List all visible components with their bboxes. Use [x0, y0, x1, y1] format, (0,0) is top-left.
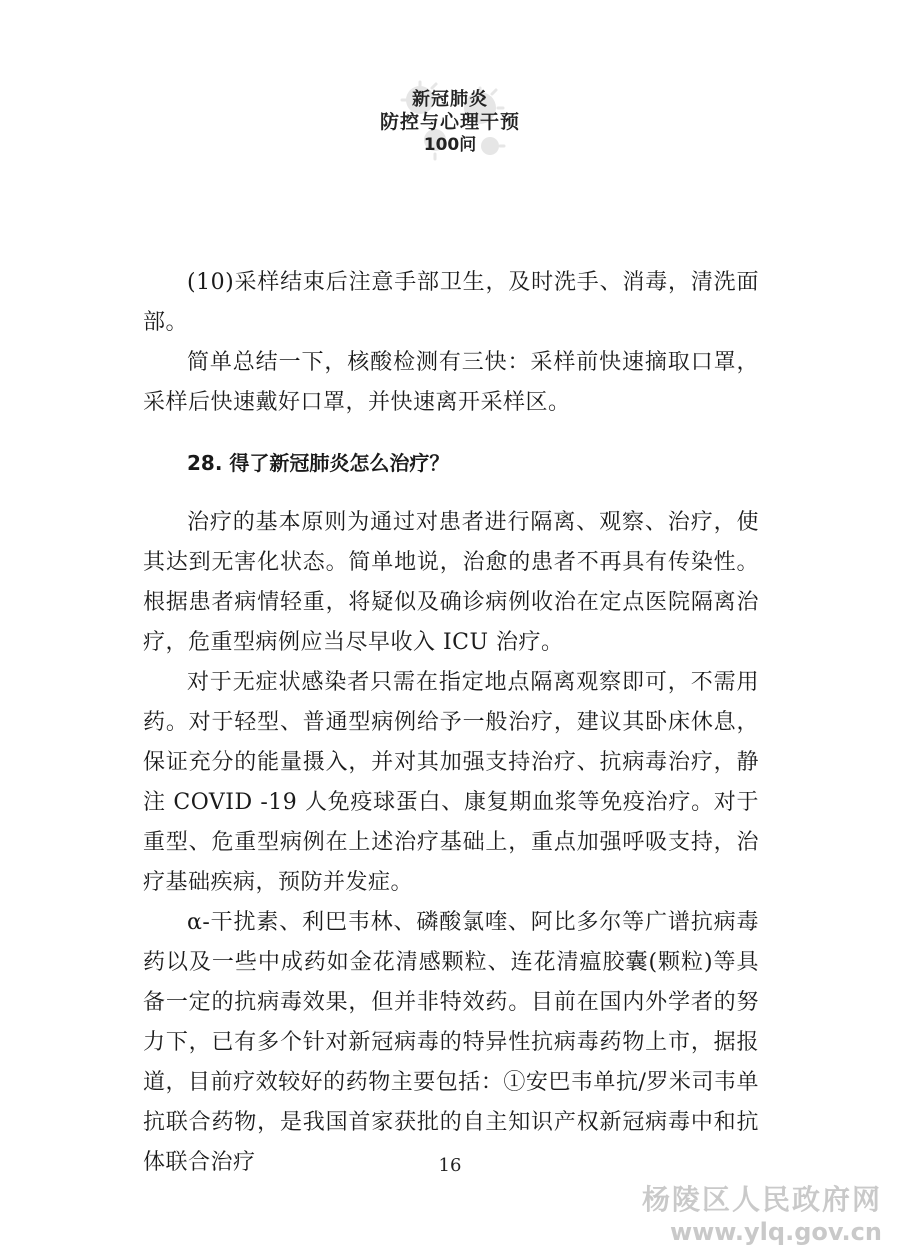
watermark-url: www.ylq.gov.cn	[669, 1218, 882, 1246]
paragraph-sampling-hygiene: (10)采样结束后注意手部卫生，及时洗手、消毒，清洗面部。	[143, 270, 759, 335]
paragraph-treatment-by-severity: 对于无症状感染者只需在指定地点隔离观察即可，不需用药。对于轻型、普通型病例给予一般治疗，建议其卧床休息，保证充分的能量摄入，并对其加强支持治疗、抗病毒治疗，静注 COVID -19 人免疫球蛋白、康复期血浆等免疫治疗。对于重型、危重型病例在上述治疗基础上，重点加强呼吸支持，治疗基础疾病，预防并发症。	[143, 670, 759, 895]
page-body	[143, 263, 759, 1183]
header-line-1: 新冠肺炎	[412, 89, 488, 110]
watermark-name: 杨陵区人民政府网	[641, 1183, 882, 1216]
page-number: 16	[438, 1155, 462, 1176]
paragraph-treatment-principle: 治疗的基本原则为通过对患者进行隔离、观察、治疗，使其达到无害化状态。简单地说，治愈的患者不再具有传染性。根据患者病情轻重，将疑似及确诊病例收治在定点医院隔离治疗，危重型病例应当尽早收入 ICU 治疗。	[143, 510, 759, 655]
section-heading: 28. 得了新冠肺炎怎么治疗？	[187, 451, 450, 475]
header-line-3: 100问	[423, 135, 477, 155]
paragraph-antiviral-drugs: α-干扰素、利巴韦林、磷酸氯喹、阿比多尔等广谱抗病毒药以及一些中成药如金花清感颗粒、连花清瘟胶囊(颗粒)等具备一定的抗病毒效果，但并非特效药。目前在国内外学者的努力下，已有多个针对新冠病毒的特异性抗病毒药物上市，据报道，目前疗效较好的药物主要包括：①安巴韦单抗/罗米司韦单抗联合药物，是我国首家获批的自主知识产权新冠病毒中和抗体联合治疗	[143, 910, 759, 1175]
header-line-2: 防控与心理干预	[379, 111, 520, 133]
watermark	[642, 1183, 882, 1247]
running-header	[340, 78, 560, 168]
paragraph-summary: 简单总结一下，核酸检测有三快：采样前快速摘取口罩，采样后快速戴好口罩，并快速离开采样区。	[143, 350, 759, 415]
